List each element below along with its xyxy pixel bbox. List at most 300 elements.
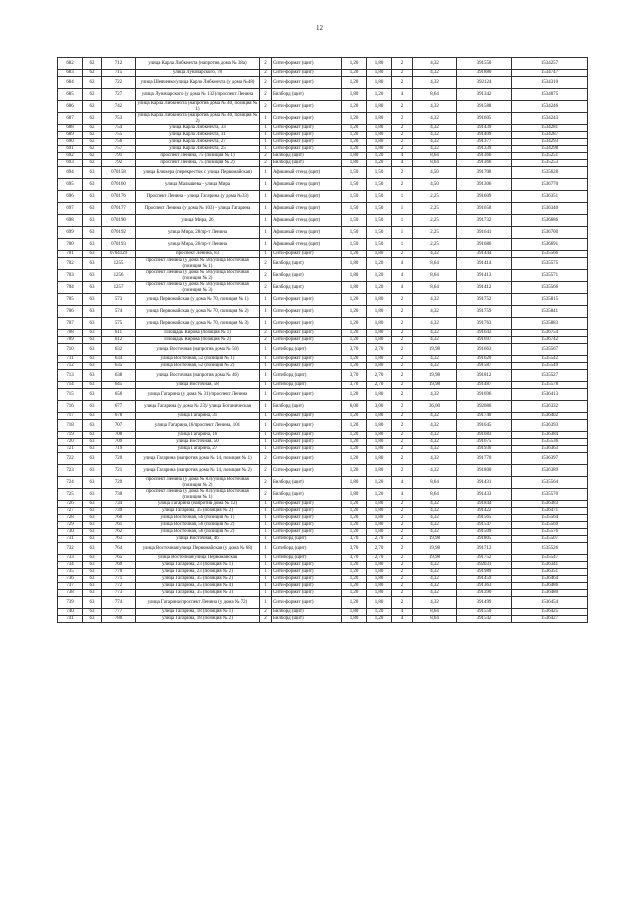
type-cell: Сити-формат (щит) xyxy=(272,432,342,439)
sides-cell: 1 xyxy=(260,432,272,439)
address-cell: улица Луначарского, 78 xyxy=(136,70,260,77)
type-cell: Сити-формат (щит) xyxy=(272,569,342,576)
height-cell: 1,50 xyxy=(367,167,392,179)
address-cell: улица Гагарина,16/проспект Ленина, 101 xyxy=(136,420,260,432)
coord-x-cell: 391643 xyxy=(457,330,512,337)
address-cell: улица Первомайская (у дома № 70, позиция № 3) xyxy=(136,318,260,330)
structure-id-cell: 677 xyxy=(102,401,136,413)
height-cell: 1,80 xyxy=(367,432,392,439)
table-row xyxy=(58,191,588,203)
width-cell: 1,80 xyxy=(342,616,367,623)
height-cell: 1,20 xyxy=(367,153,392,160)
coord-x-cell: 391542 xyxy=(457,616,512,623)
width-cell: 1,50 xyxy=(342,227,367,239)
coord-y-cell: 1536486 xyxy=(512,583,588,590)
faces-cell: 2 xyxy=(392,389,413,401)
row-number-cell: 719 xyxy=(58,432,83,439)
faces-cell: 2 xyxy=(392,590,413,597)
height-cell: 1,80 xyxy=(367,337,392,344)
coord-x-cell: 391587 xyxy=(457,363,512,370)
type-cell: Сити-формат (щит) xyxy=(272,356,342,363)
coord-y-cell: 1536351 xyxy=(512,569,588,576)
structure-id-cell: 757 xyxy=(102,146,136,153)
coord-x-cell: 391366 xyxy=(457,153,512,160)
height-cell: 1,50 xyxy=(367,179,392,191)
coord-x-cell: 391550 xyxy=(457,609,512,616)
structure-id-cell: 761 xyxy=(102,522,136,529)
width-cell: 1,20 xyxy=(342,251,367,258)
coord-y-cell: 1536332 xyxy=(512,401,588,413)
district-cell: 63 xyxy=(83,318,102,330)
height-cell: 1,20 xyxy=(367,258,392,270)
height-cell: 1,80 xyxy=(367,58,392,70)
height-cell: 1,80 xyxy=(367,125,392,132)
address-cell: Проспект Ленина (у дома № 103) - улица Гагарина xyxy=(136,203,260,215)
row-number-cell: 715 xyxy=(58,389,83,401)
area-cell: 8,64 xyxy=(413,477,457,489)
table-row xyxy=(58,215,588,227)
district-cell: 63 xyxy=(83,356,102,363)
sides-cell: 1 xyxy=(260,569,272,576)
width-cell: 1,20 xyxy=(342,432,367,439)
table-row xyxy=(58,543,588,555)
structure-id-cell: 763 xyxy=(102,536,136,543)
height-cell: 1,80 xyxy=(367,465,392,477)
district-cell: 63 xyxy=(83,529,102,536)
structure-id-cell: 771 xyxy=(102,576,136,583)
width-cell: 1,80 xyxy=(342,477,367,489)
table-row xyxy=(58,569,588,576)
district-cell: 63 xyxy=(83,562,102,569)
area-cell: 2,25 xyxy=(413,203,457,215)
structure-id-cell: 635 xyxy=(102,363,136,370)
type-cell: Билборд (щит) xyxy=(272,153,342,160)
coord-y-cell: 1534293 xyxy=(512,139,588,146)
sides-cell: 1 xyxy=(260,132,272,139)
width-cell: 1,20 xyxy=(342,515,367,522)
faces-cell: 4 xyxy=(392,616,413,623)
coord-y-cell: 1536383 xyxy=(512,501,588,508)
faces-cell: 2 xyxy=(392,536,413,543)
address-cell: улица Восточная (напротив дома № 46) xyxy=(136,370,260,382)
area-cell: 4,32 xyxy=(413,562,457,569)
coord-y-cell: 1534281 xyxy=(512,125,588,132)
coord-x-cell: 391675 xyxy=(457,439,512,446)
address-cell: проспект Ленина, 75 (позиция № 2) xyxy=(136,160,260,167)
type-cell: Сити-формат (щит) xyxy=(272,77,342,89)
address-cell: проспект Ленина (у дома № 58)/улица Восточная (позиция № 3) xyxy=(136,282,260,294)
address-cell: проспект Ленина (у дома № 83)/улица Восточная (позиция № 1) xyxy=(136,489,260,501)
structure-id-cell: 634 xyxy=(102,356,136,363)
row-number-cell: 728 xyxy=(58,515,83,522)
table-row xyxy=(58,501,588,508)
height-cell: 1,80 xyxy=(367,420,392,432)
width-cell: 3,70 xyxy=(342,543,367,555)
address-cell: улица Восточная, 52 (позиция № 1) xyxy=(136,356,260,363)
row-number-cell: 725 xyxy=(58,489,83,501)
sides-cell: 1 xyxy=(260,251,272,258)
faces-cell: 2 xyxy=(392,515,413,522)
row-number-cell: 701 xyxy=(58,251,83,258)
height-cell: 1,80 xyxy=(367,132,392,139)
address-cell: улица Гагарина, 27 xyxy=(136,446,260,453)
district-cell: 63 xyxy=(83,167,102,179)
address-cell: улица Луначарского (у дома № 132)/проспект Ленина xyxy=(136,89,260,101)
district-cell: 63 xyxy=(83,337,102,344)
sides-cell: 1 xyxy=(260,382,272,389)
row-number-cell: 714 xyxy=(58,382,83,389)
table-row xyxy=(58,139,588,146)
row-number-cell: 692 xyxy=(58,153,83,160)
height-cell: 1,80 xyxy=(367,583,392,590)
coord-y-cell: 1535569 xyxy=(512,522,588,529)
faces-cell: 1 xyxy=(392,203,413,215)
coord-x-cell: 391732 xyxy=(457,215,512,227)
structure-id-cell: 612 xyxy=(102,337,136,344)
table-row xyxy=(58,363,588,370)
table-row xyxy=(58,179,588,191)
table-row xyxy=(58,389,588,401)
district-cell: 63 xyxy=(83,569,102,576)
row-number-cell: 688 xyxy=(58,125,83,132)
structure-id-cell: 712 xyxy=(102,58,136,70)
coord-y-cell: 1534287 xyxy=(512,132,588,139)
type-cell: Сити-формат (щит) xyxy=(272,439,342,446)
height-cell: 1,80 xyxy=(367,569,392,576)
address-cell: улица Восточная (напротив дома № 50) xyxy=(136,344,260,356)
faces-cell: 2 xyxy=(392,562,413,569)
table-row xyxy=(58,251,588,258)
coord-y-cell: 1535841 xyxy=(512,306,588,318)
district-cell: 63 xyxy=(83,294,102,306)
height-cell: 1,20 xyxy=(367,489,392,501)
table-row xyxy=(58,413,588,420)
structure-id-cell: 791 xyxy=(102,153,136,160)
structure-id-cell: 760 xyxy=(102,515,136,522)
sides-cell: 2 xyxy=(260,453,272,465)
height-cell: 3,00 xyxy=(367,401,392,413)
district-cell: 63 xyxy=(83,576,102,583)
width-cell: 1,80 xyxy=(342,609,367,616)
type-cell: Сити-формат (щит) xyxy=(272,576,342,583)
coord-x-cell: 391422 xyxy=(457,508,512,515)
row-number-cell: 736 xyxy=(58,576,83,583)
width-cell: 1,50 xyxy=(342,191,367,203)
table-row xyxy=(58,609,588,616)
height-cell: 1,80 xyxy=(367,576,392,583)
structure-id-cell: 792 xyxy=(102,160,136,167)
width-cell: 6,00 xyxy=(342,401,367,413)
width-cell: 1,20 xyxy=(342,413,367,420)
coord-y-cell: 1535564 xyxy=(512,515,588,522)
district-cell: 62 xyxy=(83,101,102,113)
table-row xyxy=(58,439,588,446)
coord-x-cell: 392031 xyxy=(457,562,512,569)
sides-cell: 1 xyxy=(260,344,272,356)
district-cell: 63 xyxy=(83,251,102,258)
coord-y-cell: 1535578 xyxy=(512,382,588,389)
sides-cell: 1 xyxy=(260,203,272,215)
coord-y-cell: 1535527 xyxy=(512,370,588,382)
type-cell: Сити-формат (щит) xyxy=(272,522,342,529)
district-cell: 63 xyxy=(83,536,102,543)
sides-cell: 2 xyxy=(260,89,272,101)
sides-cell: 2 xyxy=(260,477,272,489)
height-cell: 1,80 xyxy=(367,413,392,420)
table-row xyxy=(58,282,588,294)
sides-cell: 1 xyxy=(260,562,272,569)
faces-cell: 2 xyxy=(392,146,413,153)
area-cell: 4,32 xyxy=(413,522,457,529)
sides-cell: 2 xyxy=(260,337,272,344)
district-cell: 63 xyxy=(83,477,102,489)
sides-cell: 1 xyxy=(260,536,272,543)
structure-id-cell: 678 xyxy=(102,413,136,420)
sides-cell: 1 xyxy=(260,401,272,413)
structure-id-cell: 762 xyxy=(102,529,136,536)
type-cell: Сити-формат (щит) xyxy=(272,125,342,132)
row-number-cell: 707 xyxy=(58,318,83,330)
coord-x-cell: 391713 xyxy=(457,543,512,555)
table-row xyxy=(58,270,588,282)
table-row xyxy=(58,597,588,609)
type-cell: Ситиборд (щит) xyxy=(272,370,342,382)
width-cell: 1,20 xyxy=(342,113,367,125)
sides-cell: 2 xyxy=(260,101,272,113)
width-cell: 1,80 xyxy=(342,270,367,282)
height-cell: 1,80 xyxy=(367,113,392,125)
table-row xyxy=(58,420,588,432)
address-cell: улица Восточная/улица Первомайская xyxy=(136,555,260,562)
faces-cell: 2 xyxy=(392,167,413,179)
structure-id-cell: 070158 xyxy=(102,167,136,179)
district-cell: 63 xyxy=(83,446,102,453)
structure-id-cell: 734 xyxy=(102,501,136,508)
width-cell: 1,20 xyxy=(342,453,367,465)
type-cell: Сити-формат (щит) xyxy=(272,529,342,536)
structure-id-cell: 0704129 xyxy=(102,251,136,258)
faces-cell: 4 xyxy=(392,489,413,501)
coord-x-cell: 391770 xyxy=(457,453,512,465)
sides-cell: 1 xyxy=(260,139,272,146)
width-cell: 1,20 xyxy=(342,420,367,432)
width-cell: 1,20 xyxy=(342,465,367,477)
width-cell: 1,20 xyxy=(342,439,367,446)
faces-cell: 2 xyxy=(392,70,413,77)
row-number-cell: 705 xyxy=(58,294,83,306)
area-cell: 8,64 xyxy=(413,609,457,616)
height-cell: 1,80 xyxy=(367,251,392,258)
address-cell: улица Гагарина, 31 xyxy=(136,413,260,420)
district-cell: 63 xyxy=(83,465,102,477)
coord-x-cell: 391605 xyxy=(457,113,512,125)
coord-y-cell: 1535571 xyxy=(512,270,588,282)
district-cell: 62 xyxy=(83,160,102,167)
width-cell: 1,20 xyxy=(342,330,367,337)
width-cell: 1,50 xyxy=(342,179,367,191)
row-number-cell: 703 xyxy=(58,270,83,282)
address-cell: улица Гагарина, 35 (позиция № 2) xyxy=(136,508,260,515)
coord-x-cell: 391306 xyxy=(457,179,512,191)
coord-x-cell: 391658 xyxy=(457,203,512,215)
district-cell: 63 xyxy=(83,330,102,337)
structure-id-cell: 573 xyxy=(102,294,136,306)
table-row xyxy=(58,576,588,583)
coord-x-cell: 391800 xyxy=(457,465,512,477)
area-cell: 4,32 xyxy=(413,569,457,576)
faces-cell: 2 xyxy=(392,132,413,139)
structure-id-cell: 070160 xyxy=(102,179,136,191)
row-number-cell: 713 xyxy=(58,370,83,382)
row-number-cell: 690 xyxy=(58,139,83,146)
coord-y-cell: 1535547 xyxy=(512,555,588,562)
district-cell: 63 xyxy=(83,597,102,609)
coord-x-cell: 391412 xyxy=(457,282,512,294)
coord-y-cell: 1535576 xyxy=(512,529,588,536)
width-cell: 1,20 xyxy=(342,562,367,569)
faces-cell: 1 xyxy=(392,191,413,203)
district-cell: 63 xyxy=(83,215,102,227)
address-cell: улица Гагарина, 18 (позиция № 1) xyxy=(136,609,260,616)
structure-id-cell: 773 xyxy=(102,590,136,597)
coord-y-cell: 1535564 xyxy=(512,477,588,489)
coord-y-cell: 1534747 xyxy=(512,70,588,77)
area-cell: 8,64 xyxy=(413,282,457,294)
width-cell: 1,50 xyxy=(342,167,367,179)
faces-cell: 4 xyxy=(392,89,413,101)
sides-cell: 1 xyxy=(260,576,272,583)
type-cell: Билборд (щит) xyxy=(272,609,342,616)
type-cell: Ситиборд (щит) xyxy=(272,536,342,543)
address-cell: проспект Ленина (у дома № 58)/улица Восточная (позиция № 1) xyxy=(136,258,260,270)
table-row xyxy=(58,477,588,489)
height-cell: 1,20 xyxy=(367,282,392,294)
coord-x-cell: 391759 xyxy=(457,306,512,318)
width-cell: 1,20 xyxy=(342,529,367,536)
coord-y-cell: 1536351 xyxy=(512,191,588,203)
faces-cell: 2 xyxy=(392,318,413,330)
height-cell: 1,80 xyxy=(367,453,392,465)
faces-cell: 2 xyxy=(392,251,413,258)
area-cell: 8,64 xyxy=(413,270,457,282)
area-cell: 8,64 xyxy=(413,160,457,167)
sides-cell: 1 xyxy=(260,597,272,609)
type-cell: Афишный стенд (щит) xyxy=(272,239,342,251)
sides-cell: 1 xyxy=(260,583,272,590)
district-cell: 63 xyxy=(83,609,102,616)
area-cell: 8,64 xyxy=(413,616,457,623)
address-cell: улица Шевченко/улица Карла Либкнехта (у дома №48) xyxy=(136,77,260,89)
district-cell: 63 xyxy=(83,616,102,623)
row-number-cell: 724 xyxy=(58,477,83,489)
table-row xyxy=(58,529,588,536)
width-cell: 3,70 xyxy=(342,382,367,389)
faces-cell: 2 xyxy=(392,363,413,370)
coord-x-cell: 391363 xyxy=(457,583,512,590)
coord-y-cell: 1536770 xyxy=(512,179,588,191)
table-row xyxy=(58,446,588,453)
page-number: 12 xyxy=(316,24,323,32)
coord-y-cell: 1534246 xyxy=(512,101,588,113)
district-cell: 63 xyxy=(83,179,102,191)
sides-cell: 2 xyxy=(260,58,272,70)
height-cell: 1,20 xyxy=(367,160,392,167)
height-cell: 1,50 xyxy=(367,203,392,215)
structure-id-cell: 739 xyxy=(102,508,136,515)
type-cell: Сити-формат (щит) xyxy=(272,508,342,515)
area-cell: 19,98 xyxy=(413,543,457,555)
row-number-cell: 737 xyxy=(58,583,83,590)
sides-cell: 1 xyxy=(260,515,272,522)
faces-cell: 2 xyxy=(392,306,413,318)
coord-x-cell: 391844 xyxy=(457,501,512,508)
coord-y-cell: 1536464 xyxy=(512,576,588,583)
height-cell: 1,80 xyxy=(367,330,392,337)
width-cell: 3,70 xyxy=(342,370,367,382)
row-number-cell: 704 xyxy=(58,282,83,294)
height-cell: 1,80 xyxy=(367,70,392,77)
address-cell: улица Гагарина (напротив дома № 12) xyxy=(136,501,260,508)
height-cell: 1,80 xyxy=(367,529,392,536)
district-cell: 63 xyxy=(83,453,102,465)
type-cell: Сити-формат (щит) xyxy=(272,453,342,465)
row-number-cell: 708 xyxy=(58,330,83,337)
area-cell: 4,32 xyxy=(413,306,457,318)
coord-y-cell: 1536425 xyxy=(512,609,588,616)
coord-x-cell: 391620 xyxy=(457,356,512,363)
type-cell: Сити-формат (щит) xyxy=(272,389,342,401)
structure-id-cell: 715 xyxy=(102,70,136,77)
table-row xyxy=(58,583,588,590)
faces-cell: 2 xyxy=(392,583,413,590)
address-cell: улица Блюхера (перекресток с улица Первомайская) xyxy=(136,167,260,179)
sides-cell: 1 xyxy=(260,294,272,306)
type-cell: Ситиборд (щит) xyxy=(272,543,342,555)
coord-x-cell: 391763 xyxy=(457,318,512,330)
coord-y-cell: 1536341 xyxy=(512,562,588,569)
coord-x-cell: 391588 xyxy=(457,101,512,113)
sides-cell: 2 xyxy=(260,465,272,477)
row-number-cell: 709 xyxy=(58,337,83,344)
district-cell: 63 xyxy=(83,344,102,356)
address-cell: улица Восточная, 46 xyxy=(136,536,260,543)
height-cell: 1,80 xyxy=(367,363,392,370)
faces-cell: 2 xyxy=(392,446,413,453)
area-cell: 4,32 xyxy=(413,508,457,515)
width-cell: 1,20 xyxy=(342,583,367,590)
area-cell: 19,98 xyxy=(413,382,457,389)
faces-cell: 2 xyxy=(392,344,413,356)
table-row xyxy=(58,562,588,569)
address-cell: улица Гагарина/проспект Ленина (у дома № 72) xyxy=(136,597,260,609)
address-cell: улица Первомайская (у дома № 70, позиция № 2) xyxy=(136,306,260,318)
table-row xyxy=(58,89,588,101)
table-row xyxy=(58,318,588,330)
district-cell: 63 xyxy=(83,389,102,401)
row-number-cell: 721 xyxy=(58,446,83,453)
district-cell: 63 xyxy=(83,363,102,370)
area-cell: 4,32 xyxy=(413,389,457,401)
coord-y-cell: 1536691 xyxy=(512,239,588,251)
district-cell: 62 xyxy=(83,125,102,132)
area-cell: 19,98 xyxy=(413,344,457,356)
district-cell: 63 xyxy=(83,270,102,282)
row-number-cell: 683 xyxy=(58,70,83,77)
faces-cell: 2 xyxy=(392,576,413,583)
faces-cell: 1 xyxy=(392,215,413,227)
table-row xyxy=(58,58,588,70)
coord-y-cell: 1536363 xyxy=(512,446,588,453)
